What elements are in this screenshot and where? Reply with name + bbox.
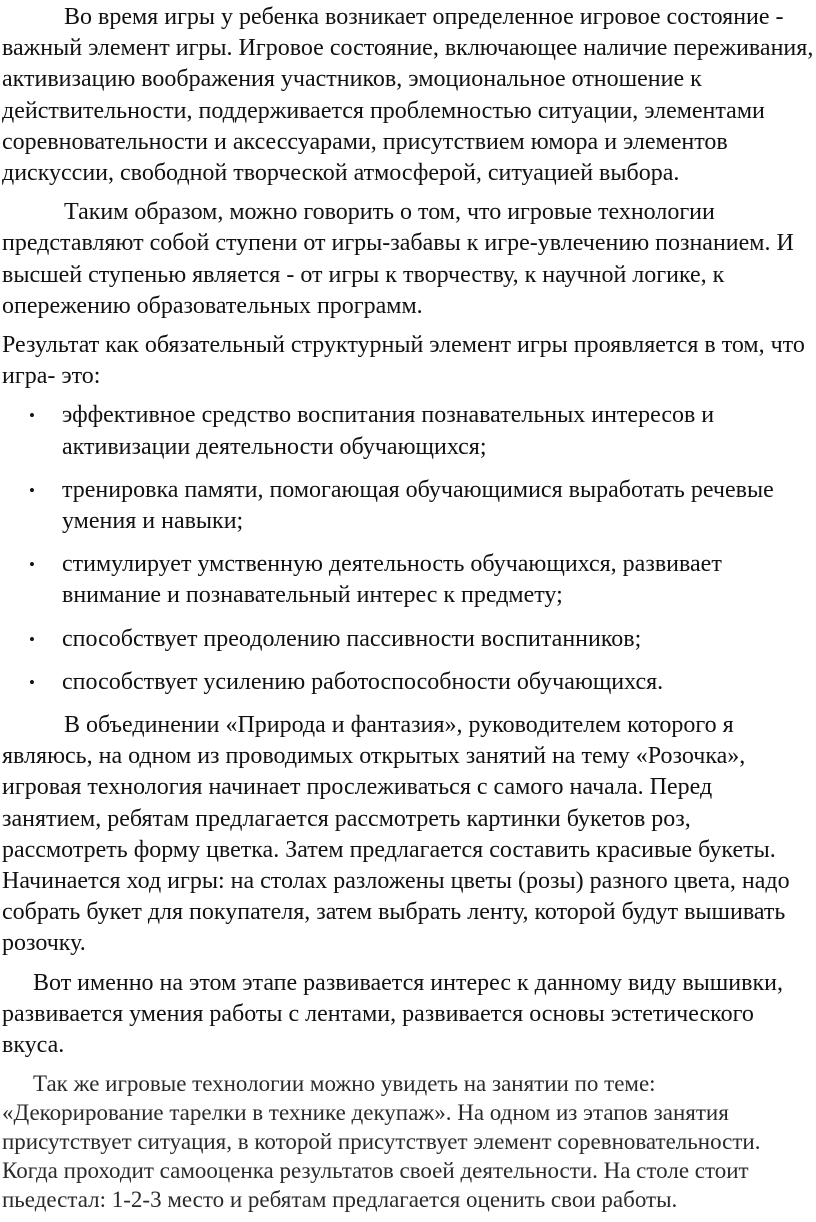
bullet-marker: • bbox=[29, 406, 35, 426]
list-item bbox=[2, 475, 814, 537]
bullet-marker: • bbox=[29, 480, 35, 500]
paragraph-rose-lesson: В объединении «Природа и фантазия», руководителем которого я являюсь, на одном из проводимых открытых занятий на тему «Розочка», игровая технология начинает прослеживаться с самого начала. Перед занятием, ребятам предлагается рассмотреть картинки букетов роз, рассмотреть форму цветка. Затем предлагается составить красивые букеты. Начинается ход игры: на столах разложены цветы (розы) разного цвета, надо собрать букет для покупателя, затем выбрать ленту, которой будут вышивать розочку. bbox=[2, 712, 790, 957]
list-item-text: тренировка памяти, помогающая обучающимися выработать речевые умения и навыки; bbox=[62, 476, 774, 535]
bullet-marker: • bbox=[29, 555, 35, 575]
list-item-text: способствует усилению работоспособности обучающихся. bbox=[62, 668, 664, 695]
paragraph-game-state: Во время игры у ребенка возникает определенное игровое состояние - важный элемент игры. Игровое состояние, включающее наличие переживания, активизацию воображения участников, эмоциональное отношение к действительности, поддерживается проблемностью ситуации, элементами соревновательности и аксессуарами, присутствием юмора и элементов дискуссии, свободной творческой атмосферой, ситуацией выбора. bbox=[2, 4, 814, 187]
result-bullet-list bbox=[2, 400, 814, 698]
list-item-text: стимулирует умственную деятельность обучающихся, развивает внимание и познавательный интерес к предмету; bbox=[62, 551, 722, 609]
paragraph-result-intro: Результат как обязательный структурный элемент игры проявляется в том, что игра- это: bbox=[2, 332, 805, 390]
bullet-marker: • bbox=[29, 672, 35, 692]
paragraph-game-technologies: Таким образом, можно говорить о том, что игровые технологии представляют собой ступени от игры-забавы к игре-увлечению познанием. И высшей ступенью является - от игры к творчеству, к научной логике, к опережению образовательных программ. bbox=[2, 199, 794, 319]
paragraph-ribbon-embroidery: Вот именно на этом этапе развивается интерес к данному виду вышивки, развивается умения работы с лентами, развивается основы эстетического вкуса. bbox=[2, 969, 783, 1059]
list-item bbox=[2, 549, 814, 611]
list-item-text: эффективное средство воспитания познавательных интересов и активизации деятельности обучающихся; bbox=[62, 402, 715, 460]
bullet-marker: • bbox=[29, 629, 35, 649]
list-item bbox=[2, 400, 814, 462]
list-item-text: способствует преодолению пассивности воспитанников; bbox=[62, 625, 642, 652]
paragraph-decoupage-lesson: Так же игровые технологии можно увидеть на занятии по теме: «Декорирование тарелки в технике декупаж». На одном из этапов занятия присутствует ситуация, в которой присутствует элемент соревновательности. Когда проходит самооценка результатов своей деятельности. На столе стоит пьедестал: 1-2-3 место и ребятам предлагается оценить свои работы. bbox=[2, 1071, 761, 1213]
list-item bbox=[2, 667, 814, 698]
list-item bbox=[2, 624, 814, 655]
